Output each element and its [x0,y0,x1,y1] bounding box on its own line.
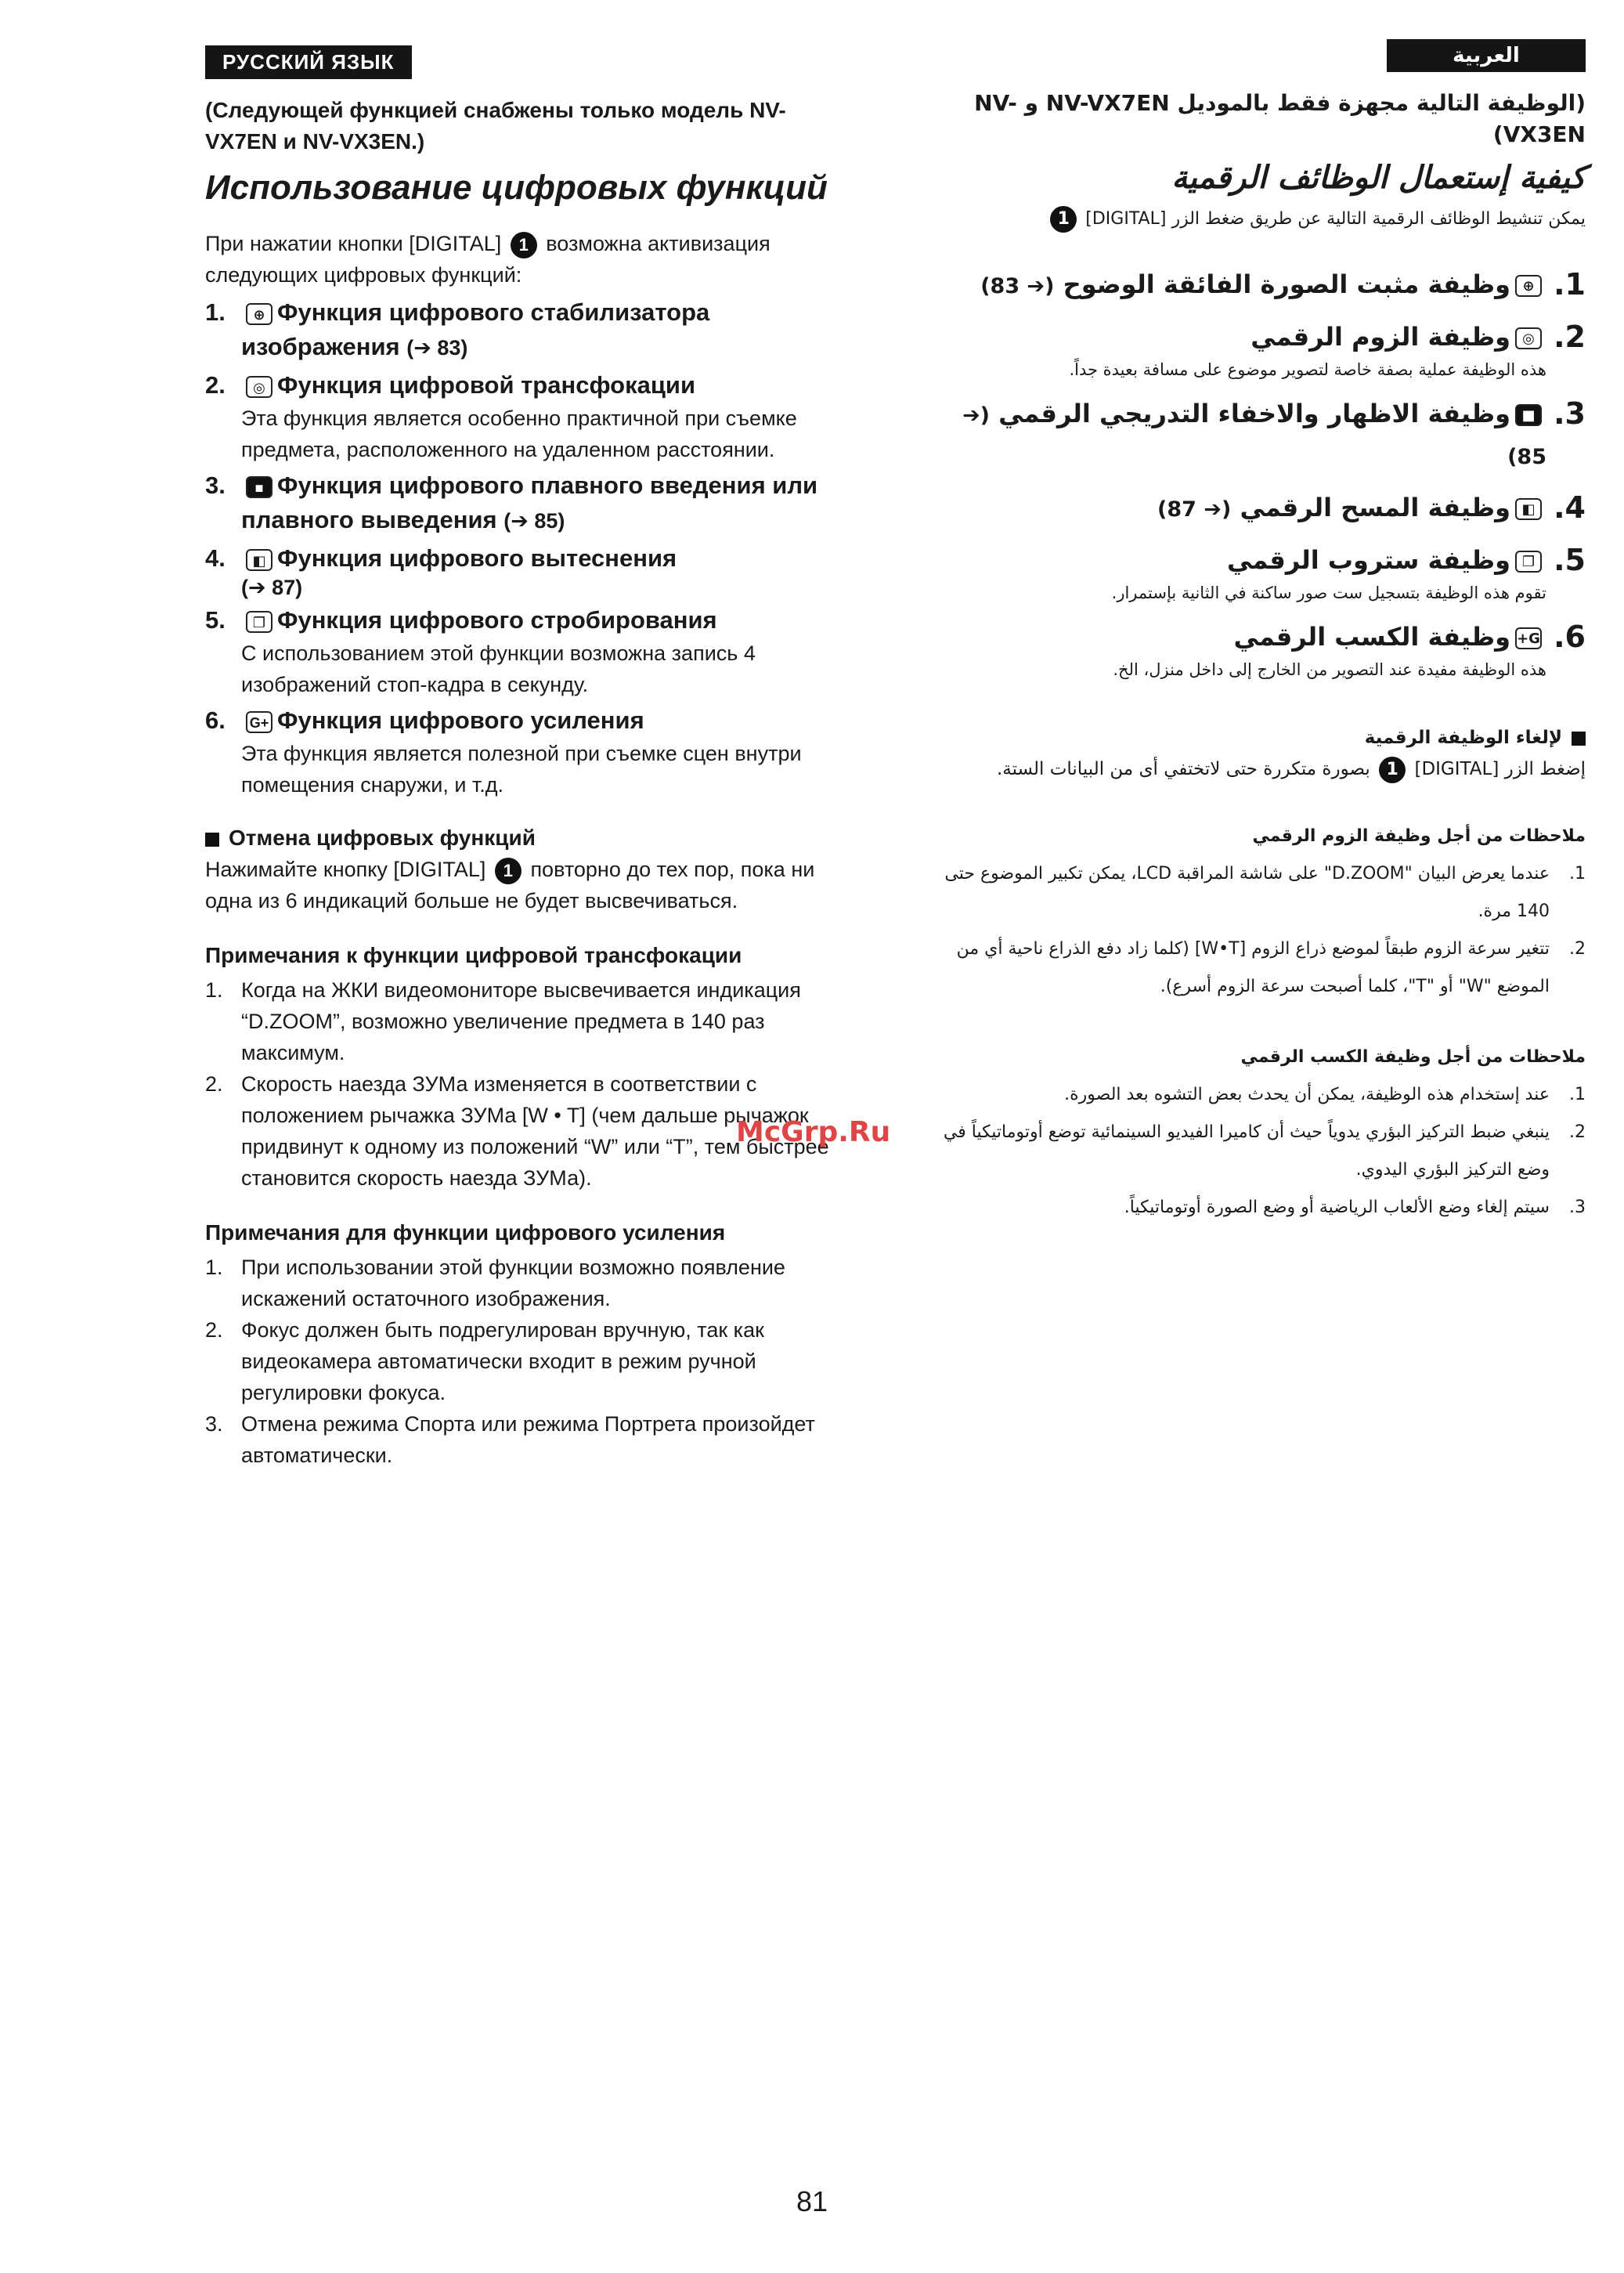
feature-item [205,541,847,600]
zoom-notes-heading: Примечания к функции цифровой трансфокации [205,943,742,967]
note-item [928,1189,1586,1227]
feature-title: وظيفة الاظهار والاخفاء التدريجي الرقمي [998,399,1510,428]
feature-number: 1. [1554,267,1586,302]
feature-number: 5. [205,606,226,634]
feature-number: 1. [205,298,226,326]
note-text: عند إستخدام هذه الوظيفة، يمكن أن يحدث بعض التشوه بعد الصورة. [1064,1085,1550,1104]
watermark: McGrp.Ru [736,1116,891,1148]
note-text: Скорость наезда ЗУМа изменяется в соответствии с положением рычажка ЗУМа [W • T] (чем дальше рычажок придвинут к одному из положений “W” или “T”, тем быстрее становится скорость наезда ЗУМа). [241,1072,829,1190]
feature-number: 4. [205,544,226,572]
cancel-section-title: Отмена цифровых функций [229,826,536,850]
gain-icon: G+ [1515,627,1542,649]
cancel-text-before: Нажимайте кнопку [DIGITAL] [205,858,486,881]
feature-item [205,295,847,365]
zoom-notes-list [928,855,1586,1006]
russian-column [205,45,847,1471]
zoom-notes-list [205,974,847,1194]
zoom-icon: ◎ [246,376,272,398]
feature-item [928,394,1586,477]
feature-number: 2. [205,371,226,399]
cancel-section-text [205,854,847,916]
note-item [205,1314,847,1408]
feature-description: С использованием этой функции возможна запись 4 изображений стоп-кадра в секунду. [241,641,756,696]
note-text: عندما يعرض البيان "D.ZOOM" على شاشة المراقبة LCD، يمكن تكبير الموضوع حتى 140 مرة. [944,864,1550,921]
feature-number: 3. [205,472,226,499]
arabic-column [928,39,1586,1227]
note-text: Когда на ЖКИ видеомониторе высвечивается индикация “D.ZOOM”, возможно увеличение предмета в 140 раз максимум. [241,978,801,1064]
strobe-icon: ❐ [1515,551,1542,573]
square-bullet-icon [1572,732,1586,746]
cancel-text-before: إضغط الزر [DIGITAL] [1414,759,1586,779]
note-text: تتغير سرعة الزوم طبقاً لموضع ذراع الزوم [W•T] (كلما زاد دفع الذراع ناحية أي من الموضع "W" أو "T"، كلما أصبحت سرعة الزوم أسرع). [956,939,1550,996]
gain-notes-list [205,1252,847,1471]
note-number: 2. [205,1318,223,1342]
note-number: 3. [1569,1198,1586,1217]
note-number: 1. [205,978,223,1002]
feature-number: 6. [1554,620,1586,654]
page-number: 81 [796,2185,828,2217]
feature-number: 3. [1554,396,1586,431]
feature-title: Функция цифрового стробирования [277,606,717,634]
feature-description: Эта функция является полезной при съемке сцен внутри помещения снаружи, и т.д. [241,742,802,797]
gain-icon: G+ [246,711,272,733]
feature-item [205,468,847,538]
fade-icon: ■ [1515,404,1542,426]
feature-title: Функция цифрового стабилизатора изображения [241,298,710,360]
cancel-text-after: بصورة متكررة حتى لاتختفي أى من البيانات الستة. [996,759,1370,779]
note-number: 1. [1569,1085,1586,1104]
page-reference: (➔ 83) [980,274,1055,298]
page-reference: (➔ 87) [1157,497,1232,522]
feature-number: 4. [1554,490,1586,525]
intro-text [205,228,847,291]
digital-button-marker-icon: 1 [1379,757,1406,783]
section-title: كيفية إستعمال الوظائف الرقمية [1171,160,1586,196]
feature-title: وظيفة مثبت الصورة الفائقة الوضوح [1063,269,1510,299]
feature-item [205,368,847,465]
digital-button-marker-icon: 1 [1050,206,1077,233]
cancel-section-heading [928,722,1586,753]
note-item [928,855,1586,931]
note-number: 2. [1569,1122,1586,1142]
feature-title: Функция цифрового вытеснения [277,544,677,572]
feature-description: هذه الوظيفة مفيدة عند التصوير من الخارج إلى داخل منزل، الخ. [1113,660,1546,679]
feature-title: Функция цифрового плавного введения или плавного выведения [241,472,818,533]
feature-number: 2. [1554,320,1586,354]
section-title: Использование цифровых функций [205,168,828,207]
feature-list [205,295,847,800]
gain-notes-heading: ملاحظات من أجل وظيفة الكسب الرقمي [1240,1047,1586,1067]
model-availability-note: (الوظيفة التالية مجهزة فقط بالموديل NV-VX7EN و NV-VX3EN) [974,90,1586,147]
strobe-icon: ❐ [246,611,272,633]
feature-list [928,265,1586,683]
feature-number: 6. [205,706,226,734]
stabilizer-icon: ⊕ [1515,275,1542,297]
feature-title: وظيفة الكسب الرقمي [1233,622,1510,652]
cancel-section-heading [205,822,847,854]
feature-title: وظيفة المسح الرقمي [1240,493,1510,522]
page-reference: (➔ 85) [962,403,1546,469]
language-tag-russian: РУССКИЙ ЯЗЫК [205,45,412,79]
gain-notes-heading: Примечания для функции цифрового усиления [205,1220,726,1245]
note-item [928,1076,1586,1114]
note-number: 2. [205,1072,223,1096]
feature-title: Функция цифрового усиления [277,706,644,734]
language-tag-arabic: العربية [1387,39,1586,72]
model-availability-note: (Следующей функцией снабжены только модель NV-VX7EN и NV-VX3EN.) [205,98,786,154]
feature-description: تقوم هذه الوظيفة بتسجيل ست صور ساكنة في الثانية بإستمرار. [1111,584,1546,602]
cancel-section-title: لإلغاء الوظيفة الرقمية [1364,728,1562,748]
note-item [205,974,847,1068]
note-item [205,1252,847,1314]
intro-text-before: يمكن تنشيط الوظائف الرقمية التالية عن طريق ضغط الزر [DIGITAL] [1085,209,1586,229]
note-text: Отмена режима Спорта или режима Портрета произойдет автоматически. [241,1412,815,1467]
feature-item [205,703,847,800]
intro-text [928,205,1586,233]
note-number: 1. [205,1256,223,1279]
fade-icon: ■ [246,476,272,498]
digital-button-marker-icon: 1 [511,232,537,258]
cancel-section-text [928,753,1586,785]
note-text: سيتم إلغاء وضع الألعاب الرياضية أو وضع الصورة أوتوماتيكياً. [1124,1198,1550,1217]
digital-button-marker-icon: 1 [495,858,521,884]
feature-title: وظيفة الزوم الرقمي [1250,322,1510,352]
page-reference: (➔ 87) [241,576,303,599]
intro-text-before: При нажатии кнопки [DIGITAL] [205,232,502,255]
note-item [928,931,1586,1006]
page-reference: (➔ 83) [406,336,468,360]
note-item [205,1408,847,1471]
feature-item [928,488,1586,529]
feature-item [928,317,1586,383]
zoom-icon: ◎ [1515,327,1542,349]
note-number: 1. [1569,864,1586,884]
feature-title: وظيفة ستروب الرقمي [1227,545,1510,575]
stabilizer-icon: ⊕ [246,303,272,325]
feature-title: Функция цифровой трансфокации [277,371,696,399]
note-number: 3. [205,1412,223,1436]
zoom-notes-heading: ملاحظات من أجل وظيفة الزوم الرقمي [1252,826,1586,846]
gain-notes-list [928,1076,1586,1227]
square-bullet-icon [205,833,219,847]
wipe-icon: ◧ [246,549,272,571]
feature-item [928,540,1586,606]
note-text: При использовании этой функции возможно появление искажений остаточного изображения. [241,1256,785,1310]
note-text: Фокус должен быть подрегулирован вручную, так как видеокамера автоматически входит в режим ручной регулировки фокуса. [241,1318,764,1404]
note-number: 2. [1569,939,1586,959]
intro-text-after: возможна активизация следующих цифровых функций: [205,232,770,287]
cancel-text-after: повторно до тех пор, пока ни одна из 6 индикаций больше не будет высвечиваться. [205,858,815,912]
note-text: ينبغي ضبط التركيز البؤري يدوياً حيث أن كاميرا الفيديو السينمائية توضع أوتوماتيكياً في وضع التركيز البؤري اليدوي. [943,1122,1550,1180]
wipe-icon: ◧ [1515,498,1542,520]
feature-item [928,617,1586,683]
page-reference: (➔ 85) [503,509,565,533]
feature-description: Эта функция является особенно практичной при съемке предмета, расположенного на удаленном расстоянии. [241,407,797,461]
feature-description: هذه الوظيفة عملية بصفة خاصة لتصوير موضوع على مسافة بعيدة جداً. [1069,360,1546,379]
feature-number: 5. [1554,543,1586,577]
feature-item [205,603,847,700]
note-item [928,1114,1586,1189]
feature-item [928,265,1586,306]
